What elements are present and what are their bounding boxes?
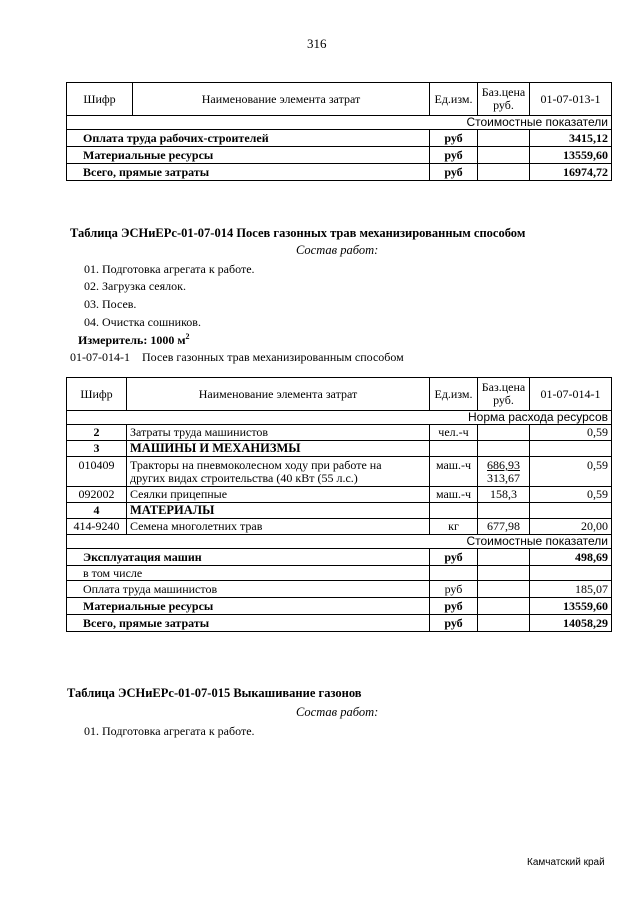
header-name: Наименование элемента затрат xyxy=(127,378,430,411)
cost-row-name: Материальные ресурсы xyxy=(67,147,430,164)
res-code: 092002 xyxy=(67,487,127,503)
work-item: 03. Посев. xyxy=(84,297,137,311)
cost-row-unit: руб xyxy=(430,130,478,147)
res-group: МАШИНЫ И МЕХАНИЗМЫ xyxy=(127,441,430,457)
res-code: 010409 xyxy=(67,457,127,487)
header-name: Наименование элемента затрат xyxy=(133,83,430,116)
res-price: 686,93 xyxy=(487,458,520,472)
header-id: 01-07-014-1 xyxy=(530,378,612,411)
cost-row-value: 185,07 xyxy=(530,581,612,598)
header-price: Баз.цена руб. xyxy=(478,83,530,116)
res-code: 4 xyxy=(67,503,127,519)
res-value: 20,00 xyxy=(530,519,612,535)
works-heading: Состав работ: xyxy=(296,705,379,719)
res-price: 677,98 xyxy=(478,519,530,535)
item-line: 01-07-014-1 Посев газонных трав механизированным способом xyxy=(70,350,404,364)
res-code: 3 xyxy=(67,441,127,457)
res-unit: чел.-ч xyxy=(430,425,478,441)
res-price: 158,3 xyxy=(478,487,530,503)
cost-row-value: 16974,72 xyxy=(530,164,612,181)
res-value: 0,59 xyxy=(530,457,612,487)
res-unit: маш.-ч xyxy=(430,457,478,487)
footer-region: Камчатский край xyxy=(527,857,605,868)
res-unit: кг xyxy=(430,519,478,535)
subheader: Норма расхода ресурсов xyxy=(67,411,612,425)
meter xyxy=(78,332,190,348)
cost-row-name: в том числе xyxy=(67,566,430,581)
meter-label: Измеритель: 1000 м xyxy=(78,333,186,347)
cost-row-unit: руб xyxy=(430,615,478,632)
res-unit: маш.-ч xyxy=(430,487,478,503)
subheader: Стоимостные показатели xyxy=(67,116,612,130)
work-item: 01. Подготовка агрегата к работе. xyxy=(84,724,255,738)
cost-row-unit: руб xyxy=(430,598,478,615)
cost-row-unit: руб xyxy=(430,549,478,566)
res-name: Семена многолетних трав xyxy=(127,519,430,535)
res-value: 0,59 xyxy=(530,425,612,441)
cost-row-name: Оплата труда машинистов xyxy=(67,581,430,598)
res-code: 2 xyxy=(67,425,127,441)
cost-row-value: 3415,12 xyxy=(530,130,612,147)
work-item: 01. Подготовка агрегата к работе. xyxy=(84,262,255,276)
cost-table-1 xyxy=(66,82,612,181)
meter-sup: 2 xyxy=(185,332,190,341)
header-code: Шифр xyxy=(67,378,127,411)
res-name: Сеялки прицепные xyxy=(127,487,430,503)
header-unit: Ед.изм. xyxy=(430,378,478,411)
works-heading: Состав работ: xyxy=(296,243,379,257)
cost-row-value: 498,69 xyxy=(530,549,612,566)
cost-row-name: Всего, прямые затраты xyxy=(67,164,430,181)
header-price: Баз.цена руб. xyxy=(478,378,530,411)
cost-row-name: Эксплуатация машин xyxy=(67,549,430,566)
res-name-line: Тракторы на пневмоколесном ходу при работе на xyxy=(130,458,382,472)
res-value: 0,59 xyxy=(530,487,612,503)
res-name: Затраты труда машинистов xyxy=(127,425,430,441)
cost-row-unit: руб xyxy=(430,164,478,181)
cost-row-name: Материальные ресурсы xyxy=(67,598,430,615)
header-id: 01-07-013-1 xyxy=(530,83,612,116)
table-title: Таблица ЭСНиЕРс-01-07-015 Выкашивание газонов xyxy=(67,686,362,700)
cost-row-unit: руб xyxy=(430,147,478,164)
header-code: Шифр xyxy=(67,83,133,116)
cost-row-value: 13559,60 xyxy=(530,147,612,164)
res-price: 313,67 xyxy=(487,471,520,485)
cost-row-name: Всего, прямые затраты xyxy=(67,615,430,632)
res-name-line: других видах строительства (40 кВт (55 л.с.) xyxy=(130,471,358,485)
header-unit: Ед.изм. xyxy=(430,83,478,116)
res-code: 414-9240 xyxy=(67,519,127,535)
page-number: 316 xyxy=(307,36,327,51)
cost-row-name: Оплата труда рабочих-строителей xyxy=(67,130,430,147)
res-group: МАТЕРИАЛЫ xyxy=(127,503,430,519)
subheader: Стоимостные показатели xyxy=(67,535,612,549)
resource-table xyxy=(66,377,612,632)
cost-row-value: 14058,29 xyxy=(530,615,612,632)
work-item: 02. Загрузка сеялок. xyxy=(84,279,186,293)
cost-row-unit: руб xyxy=(430,581,478,598)
cost-row-value: 13559,60 xyxy=(530,598,612,615)
work-item: 04. Очистка сошников. xyxy=(84,315,201,329)
table-title: Таблица ЭСНиЕРс-01-07-014 Посев газонных трав механизированным способом xyxy=(70,226,526,240)
